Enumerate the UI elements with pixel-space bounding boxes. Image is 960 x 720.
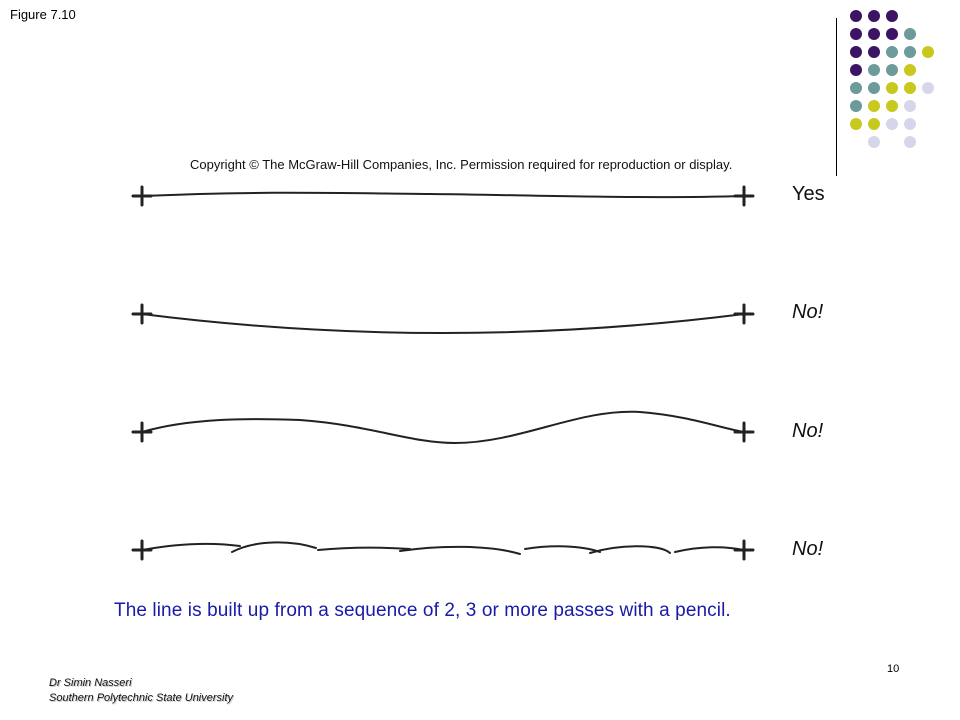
row-1-verdict: Yes bbox=[792, 183, 825, 205]
footer-author: Dr Simin Nasseri bbox=[49, 677, 132, 689]
copyright-notice: Copyright © The McGraw-Hill Companies, Inc. Permission required for reproduction or display. bbox=[190, 157, 733, 172]
slide-caption: The line is built up from a sequence of 2, 3 or more passes with a pencil. bbox=[114, 600, 731, 621]
slide-footer bbox=[49, 676, 233, 706]
row-1-line bbox=[133, 187, 753, 205]
row-2-verdict: No! bbox=[792, 301, 824, 323]
figure-label: Figure 7.10 bbox=[10, 7, 76, 22]
row-3-verdict: No! bbox=[792, 420, 824, 442]
page-number: 10 bbox=[887, 663, 900, 675]
row-4-verdict: No! bbox=[792, 538, 824, 560]
footer-institution: Southern Polytechnic State University bbox=[49, 692, 234, 704]
row-2-line bbox=[133, 305, 753, 333]
row-3-line bbox=[133, 412, 753, 443]
row-4-line bbox=[133, 541, 753, 559]
